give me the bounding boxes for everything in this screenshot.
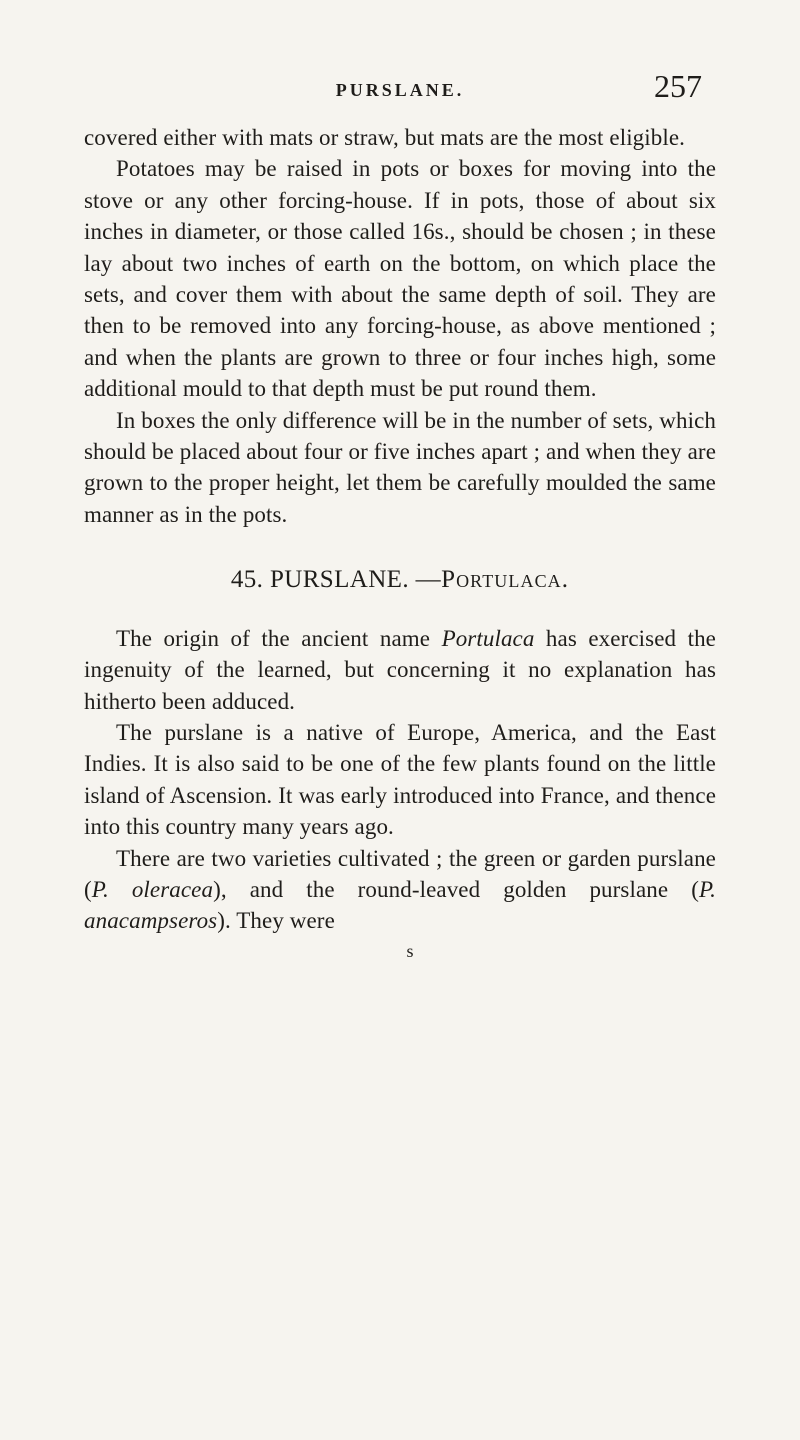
section-number: 45.: [230, 566, 264, 594]
section-heading: [84, 564, 716, 595]
running-title: PURSLANE.: [335, 80, 465, 100]
section-latin-name: Portulaca.: [441, 566, 570, 594]
paragraph-origin: [84, 623, 716, 717]
paragraph-varieties: [84, 843, 716, 937]
paragraph-potatoes-pots: Potatoes may be raised in pots or boxes for moving into the stove or any other forcing-house. If in pots, those of about six inches in diameter, or those called 16s., should be chosen ; in these lay about two inches of earth on the bottom, on which place the sets, and cover them with about the same depth of soil. They are then to be removed into any forcing-house, as above mentioned ; and when the plants are grown to three or four inches high, some additional mould to that depth must be put round them.: [84, 156, 716, 402]
section-title: PURSLANE.: [269, 566, 409, 594]
paragraph-origin-text-1: The origin of the ancient name: [116, 625, 442, 651]
paragraph-varieties-text-3: ). They were: [217, 908, 335, 934]
paragraph-origin-text-2: has exercised the ingenuity of the learned, but concerning it no explanation has hitherto been adduced.: [84, 625, 716, 714]
paragraph-boxes: In boxes the only difference will be in the number of sets, which should be placed about four or five inches apart ; and when they are grown to the proper height, let them be carefully moulded the same manner as in the pots.: [84, 407, 716, 527]
paragraph-varieties-text-2: ), and the round-leaved golden purslane (: [213, 876, 699, 902]
signature-mark: s: [406, 940, 414, 961]
running-head: [84, 70, 716, 112]
section-dash: —: [415, 566, 442, 594]
paragraph-varieties-text-1: There are two varieties cultivated ; the green or garden purslane (: [84, 845, 716, 902]
page-number: 257: [654, 68, 702, 104]
paragraph-continued: covered either with mats or straw, but mats are the most eligible.: [84, 125, 686, 150]
paragraph-native: The purslane is a native of Europe, America, and the East Indies. It is also said to be one of the few plants found on the little island of Ascension. It was early introduced into France, and thence into this country many years ago.: [84, 719, 716, 840]
body-text: [84, 122, 716, 937]
paragraph-varieties-italic-2: P. anacampseros: [84, 876, 716, 934]
paragraph-varieties-italic-1: P. oleracea: [91, 876, 214, 902]
paragraph-origin-italic: Portulaca: [441, 625, 535, 651]
